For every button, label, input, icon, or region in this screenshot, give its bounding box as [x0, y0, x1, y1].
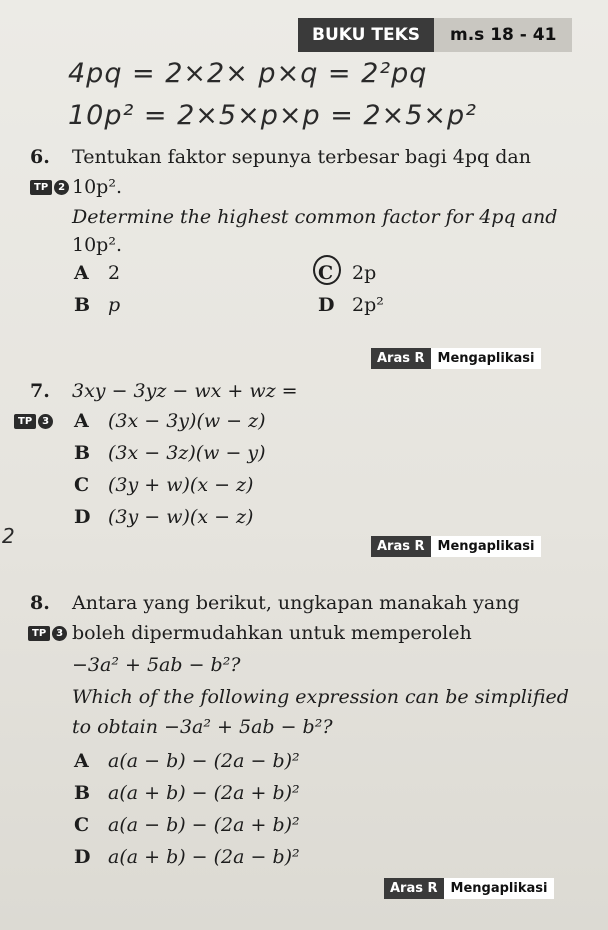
- option-a[interactable]: [74, 410, 266, 432]
- option-b[interactable]: [74, 294, 120, 316]
- aras-label: Mengaplikasi: [444, 878, 555, 899]
- option-text: a(a + b) − (2a − b)²: [108, 846, 300, 868]
- page-range: m.s 18 - 41: [434, 18, 572, 52]
- option-text: (3x − 3z)(w − y): [108, 442, 266, 464]
- option-d[interactable]: [74, 846, 300, 868]
- tp-level: 3: [52, 626, 67, 641]
- handwritten-working-line-2: 10p² = 2×5×p×p = 2×5×p²: [68, 100, 477, 131]
- handwritten-working-line-1: 4pq = 2×2× p×q = 2²pq: [68, 58, 428, 89]
- tp-label: TP: [28, 626, 50, 641]
- option-letter: C: [318, 262, 334, 284]
- option-text: 2p: [352, 262, 377, 284]
- margin-mark: 2: [2, 524, 16, 548]
- option-d[interactable]: [74, 506, 253, 528]
- tp-level: 2: [54, 180, 69, 195]
- option-c[interactable]: [74, 814, 300, 836]
- option-letter: C: [74, 814, 90, 836]
- question-text-ms: Tentukan faktor sepunya terbesar bagi 4pq dan: [72, 146, 531, 168]
- question-number: 7.: [30, 380, 50, 402]
- option-letter: B: [74, 442, 91, 464]
- option-text: a(a − b) − (2a − b)²: [108, 750, 300, 772]
- question-text-ms: −3a² + 5ab − b²?: [72, 654, 241, 676]
- option-a[interactable]: [74, 750, 300, 772]
- option-text: (3x − 3y)(w − z): [108, 410, 266, 432]
- question-expression: 3xy − 3yz − wx + wz =: [72, 380, 298, 402]
- option-text: 2: [108, 262, 121, 284]
- option-letter: B: [74, 294, 91, 316]
- aras-label: Mengaplikasi: [431, 348, 542, 369]
- aras-level: Aras R: [371, 536, 431, 557]
- option-text: a(a + b) − (2a + b)²: [108, 782, 300, 804]
- question-text-ms: Antara yang berikut, ungkapan manakah yang: [72, 592, 520, 614]
- option-b[interactable]: [74, 782, 300, 804]
- question-text-ms: boleh dipermudahkan untuk memperoleh: [72, 622, 472, 644]
- option-letter: B: [74, 782, 91, 804]
- aras-badge: [371, 348, 541, 369]
- option-b[interactable]: [74, 442, 266, 464]
- option-letter: D: [74, 846, 91, 868]
- aras-badge: [371, 536, 541, 557]
- tp-label: TP: [14, 414, 36, 429]
- tp-level: 3: [38, 414, 53, 429]
- question-number: 6.: [30, 146, 50, 168]
- tp-badge: [28, 626, 67, 641]
- option-letter: A: [74, 262, 89, 284]
- question-text-en: 10p².: [72, 234, 122, 256]
- option-d[interactable]: [318, 294, 384, 316]
- option-text: (3y + w)(x − z): [108, 474, 254, 496]
- tp-badge: [14, 414, 53, 429]
- question-number: 8.: [30, 592, 50, 614]
- option-a[interactable]: [74, 262, 120, 284]
- question-text-en: Determine the highest common factor for 4pq and: [72, 206, 558, 228]
- option-letter: D: [74, 506, 91, 528]
- option-letter: C: [74, 474, 90, 496]
- aras-level: Aras R: [371, 348, 431, 369]
- tp-label: TP: [30, 180, 52, 195]
- option-letter: A: [74, 410, 89, 432]
- aras-badge: [384, 878, 554, 899]
- question-text-en: Which of the following expression can be simplified: [72, 686, 569, 708]
- option-text: a(a − b) − (2a + b)²: [108, 814, 300, 836]
- option-c[interactable]: [318, 262, 376, 284]
- page-header: [298, 18, 572, 52]
- aras-level: Aras R: [384, 878, 444, 899]
- question-text-ms: 10p².: [72, 176, 122, 198]
- option-text: p: [108, 294, 121, 316]
- question-text-en: to obtain −3a² + 5ab − b²?: [72, 716, 333, 738]
- option-text: (3y − w)(x − z): [108, 506, 254, 528]
- tp-badge: [30, 180, 69, 195]
- option-letter: D: [318, 294, 335, 316]
- book-label: BUKU TEKS: [298, 18, 434, 52]
- option-c[interactable]: [74, 474, 253, 496]
- aras-label: Mengaplikasi: [431, 536, 542, 557]
- option-text: 2p²: [352, 294, 384, 316]
- option-letter: A: [74, 750, 89, 772]
